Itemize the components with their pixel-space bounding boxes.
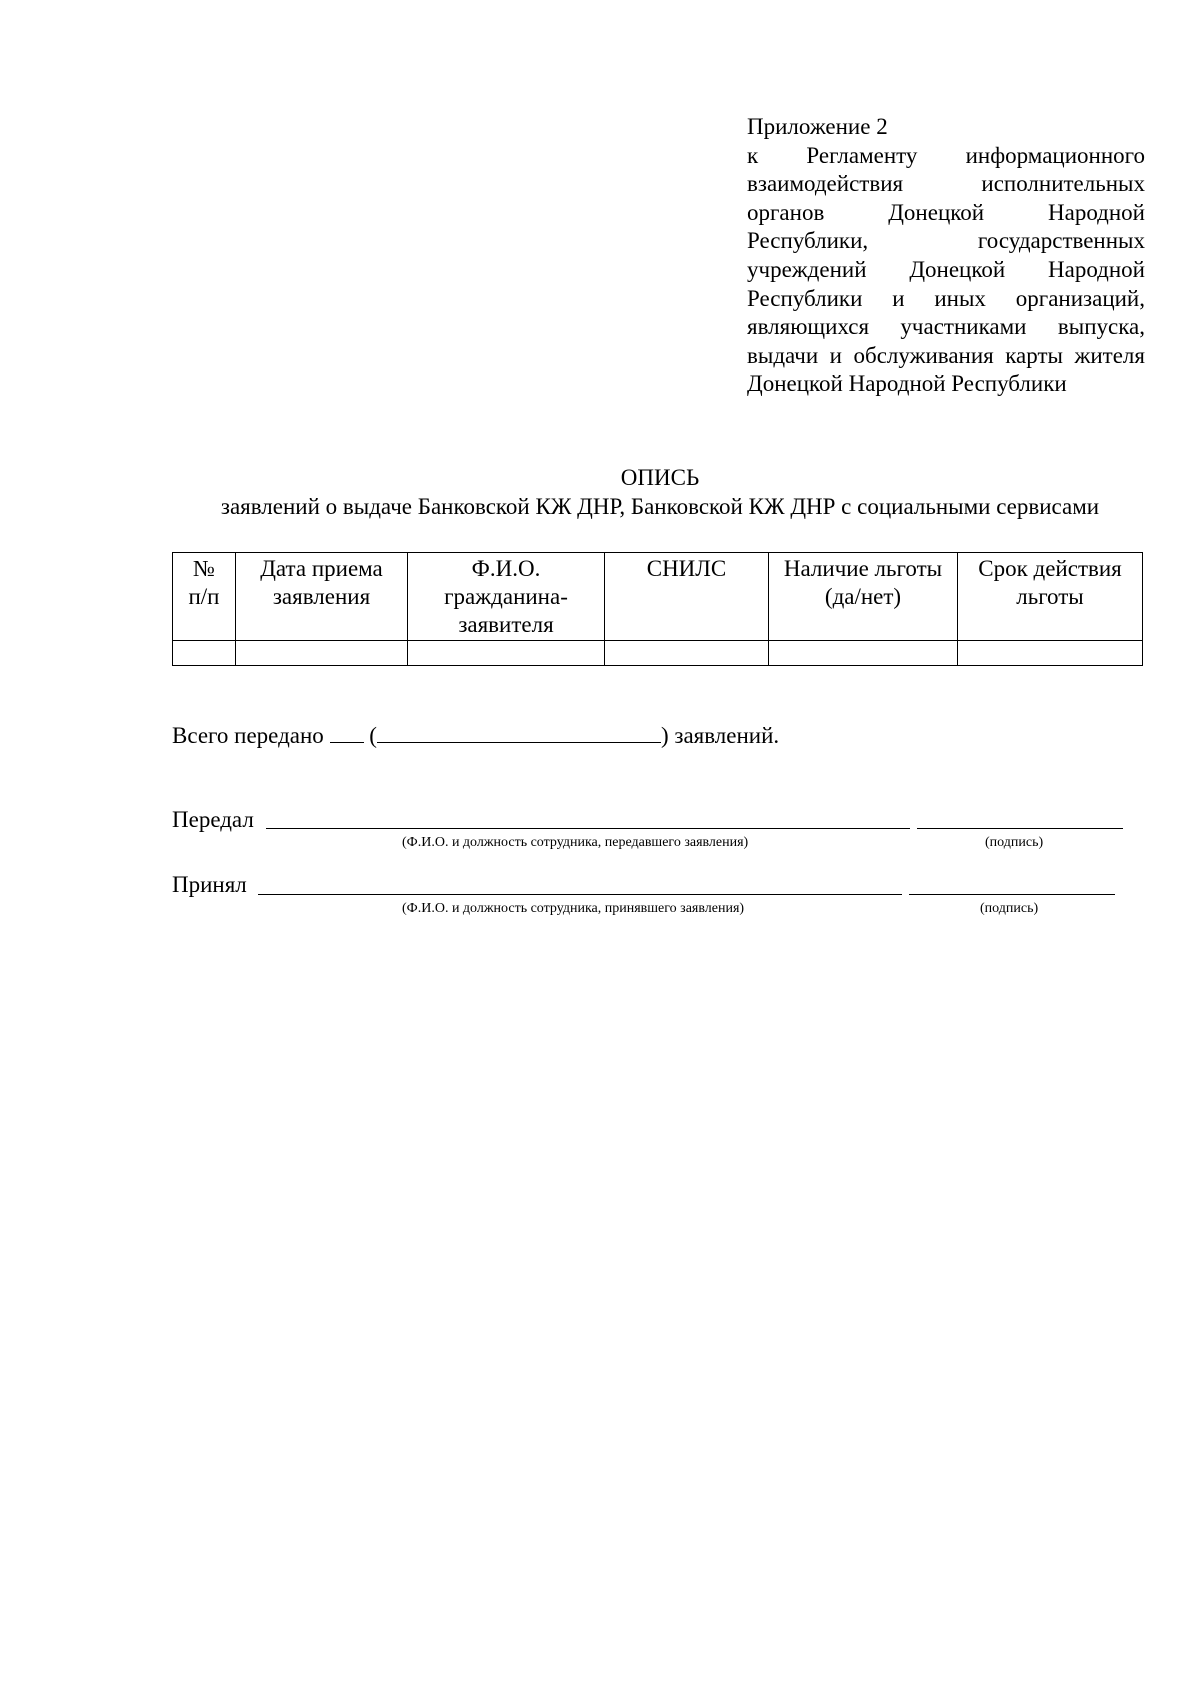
- header-text: (да/нет): [824, 584, 902, 609]
- handed-caption: (Ф.И.О. и должность сотрудника, передавшего заявления): [402, 835, 749, 850]
- handed-sign-caption: (подпись): [985, 835, 1044, 850]
- total-prefix: Всего передано: [172, 723, 324, 748]
- header-text: Наличие льготы: [783, 556, 943, 581]
- appendix-line: к Регламенту информационного: [747, 142, 1145, 168]
- header-text: СНИЛС: [646, 556, 727, 581]
- document-title: ОПИСЬ: [620, 465, 700, 490]
- received-row: [172, 871, 247, 899]
- appendix-line: органов Донецкой Народной: [747, 199, 1145, 225]
- received-name-field[interactable]: [258, 894, 902, 895]
- table-row: [173, 641, 1143, 666]
- appendix-line: взаимодействия исполнительных: [747, 171, 1145, 197]
- header-text: Срок действия: [978, 556, 1122, 581]
- header-text: заявления: [272, 584, 371, 609]
- received-caption: (Ф.И.О. и должность сотрудника, принявшего заявления): [402, 901, 745, 916]
- appendix-line: Республики, государственных: [747, 228, 1145, 254]
- header-text: №: [193, 556, 215, 581]
- column-header-benefit: [769, 553, 958, 641]
- total-count-field[interactable]: [330, 722, 364, 743]
- table-cell[interactable]: [408, 641, 605, 666]
- appendix-line: Республики и иных организаций,: [747, 285, 1145, 311]
- handed-label: Передал: [172, 807, 254, 832]
- column-header-number: [173, 553, 236, 641]
- header-text: п/п: [188, 584, 220, 609]
- received-label: Принял: [172, 872, 247, 897]
- appendix-heading: Приложение 2: [747, 114, 888, 139]
- table-cell[interactable]: [769, 641, 958, 666]
- column-header-snils: [605, 553, 769, 641]
- total-suffix: ) заявлений.: [660, 723, 780, 748]
- header-text: гражданина-: [444, 584, 568, 609]
- total-line: [172, 722, 779, 750]
- handed-row: [172, 806, 254, 834]
- appendix-line: учреждений Донецкой Народной: [747, 256, 1145, 282]
- total-words-field[interactable]: [377, 722, 661, 743]
- appendix-line: выдачи и обслуживания карты жителя: [747, 342, 1145, 368]
- table-cell[interactable]: [236, 641, 408, 666]
- column-header-benefit-term: [958, 553, 1143, 641]
- handed-signature-field[interactable]: [917, 828, 1123, 829]
- table-cell[interactable]: [958, 641, 1143, 666]
- table-cell[interactable]: [605, 641, 769, 666]
- header-text: Дата приема: [260, 556, 383, 581]
- total-open-paren: (: [369, 723, 377, 748]
- appendix-block: [747, 113, 1145, 399]
- header-text: заявителя: [458, 612, 554, 637]
- handed-name-field[interactable]: [266, 828, 910, 829]
- inventory-table: [172, 552, 1143, 666]
- appendix-line: являющихся участниками выпуска,: [747, 314, 1145, 340]
- column-header-fio: [408, 553, 605, 641]
- received-sign-caption: (подпись): [980, 901, 1039, 916]
- header-text: льготы: [1016, 584, 1084, 609]
- column-header-date: [236, 553, 408, 641]
- header-text: Ф.И.О.: [471, 556, 541, 581]
- table-cell[interactable]: [173, 641, 236, 666]
- appendix-line: Донецкой Народной Республики: [747, 371, 1067, 397]
- received-signature-field[interactable]: [909, 894, 1115, 895]
- document-subtitle: заявлений о выдаче Банковской КЖ ДНР, Банковской КЖ ДНР с социальными сервисами: [220, 494, 1100, 519]
- table-header-row: [173, 553, 1143, 641]
